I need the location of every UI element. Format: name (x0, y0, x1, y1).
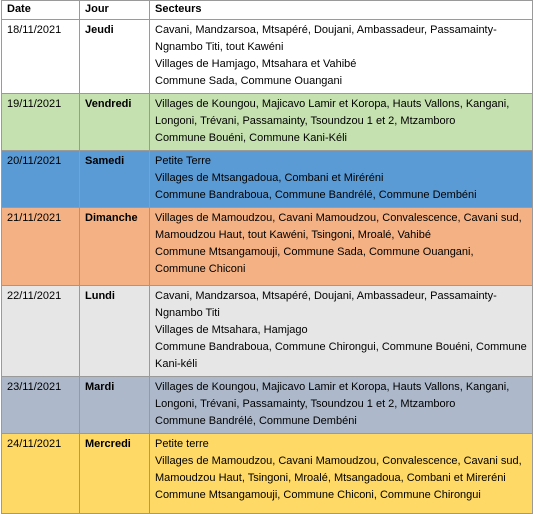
header-jour: Jour (80, 1, 150, 20)
secteur-line: Commune Bandraboua, Commune Bandrélé, Commune Dembéni (155, 189, 477, 201)
cell-secteurs (150, 208, 533, 286)
secteur-line: Commune Sada, Commune Ouangani (155, 75, 343, 87)
cell-secteurs (150, 434, 533, 514)
cell-secteurs (150, 94, 533, 151)
secteur-line: Petite terre (155, 438, 209, 450)
secteur-line: Cavani, Mandzarsoa, Mtsapéré, Doujani, Ambassadeur, Passamainty-Ngnambo Titi (155, 290, 497, 319)
header-date: Date (2, 1, 80, 20)
cell-date: 24/11/2021 (2, 434, 80, 514)
secteur-line: Cavani, Mandzarsoa, Mtsapéré, Doujani, Ambassadeur, Passamainty-Ngnambo Titi, tout Kawéni (155, 24, 497, 53)
table-row (2, 151, 533, 208)
header-row (2, 1, 533, 20)
table-row (2, 377, 533, 434)
table-row (2, 208, 533, 286)
secteur-line: Commune Bouéni, Commune Kani-Kéli (155, 132, 347, 144)
cell-date: 19/11/2021 (2, 94, 80, 151)
secteur-line: Commune Mtsangamouji, Commune Chiconi, Commune Chirongui (155, 489, 481, 501)
table-body (2, 20, 533, 514)
secteur-line: Petite Terre (155, 155, 212, 167)
secteur-line: Villages de Hamjago, Mtsahara et Vahibé (155, 58, 357, 70)
secteur-line: Villages de Koungou, Majicavo Lamir et Koropa, Hauts Vallons, Kangani, Longoni, Trévani, Passamainty, Tsoundzou 1 et 2, Mtzamboro (155, 381, 510, 410)
cell-secteurs (150, 377, 533, 434)
secteur-line: Villages de Mamoudzou, Cavani Mamoudzou, Convalescence, Cavani sud, Mamoudzou Haut, Tsingoni, Mroalé, Mtsangadoua, Combani et Mireréni (155, 455, 522, 484)
cell-jour: Mardi (80, 377, 150, 434)
cell-date: 23/11/2021 (2, 377, 80, 434)
cell-secteurs (150, 286, 533, 377)
cell-jour: Dimanche (80, 208, 150, 286)
cell-date: 21/11/2021 (2, 208, 80, 286)
secteur-line: Villages de Mamoudzou, Cavani Mamoudzou, Convalescence, Cavani sud, Mamoudzou Haut, tout Kawéni, Tsingoni, Mroalé, Vahibé (155, 212, 522, 241)
cell-secteurs (150, 20, 533, 94)
cell-date: 18/11/2021 (2, 20, 80, 94)
secteur-line: Commune Bandrélé, Commune Dembéni (155, 415, 357, 427)
table-row (2, 20, 533, 94)
cell-jour: Samedi (80, 151, 150, 208)
secteur-line: Villages de Mtsangadoua, Combani et Miréréni (155, 172, 384, 184)
cell-jour: Vendredi (80, 94, 150, 151)
table-row (2, 286, 533, 377)
secteur-line: Commune Mtsangamouji, Commune Sada, Commune Ouangani, Commune Chiconi (155, 246, 474, 275)
cell-date: 20/11/2021 (2, 151, 80, 208)
table-row (2, 94, 533, 151)
schedule-table (1, 0, 533, 514)
cell-date: 22/11/2021 (2, 286, 80, 377)
table-row (2, 434, 533, 514)
secteur-line: Villages de Mtsahara, Hamjago (155, 324, 308, 336)
secteur-line: Commune Bandraboua, Commune Chirongui, Commune Bouéni, Commune Kani-kéli (155, 341, 527, 370)
cell-jour: Jeudi (80, 20, 150, 94)
cell-secteurs (150, 151, 533, 208)
table-header (2, 1, 533, 20)
cell-jour: Lundi (80, 286, 150, 377)
header-secteurs: Secteurs (150, 1, 533, 20)
secteur-line: Villages de Koungou, Majicavo Lamir et Koropa, Hauts Vallons, Kangani, Longoni, Trévani, Passamainty, Tsoundzou 1 et 2, Mtzamboro (155, 98, 510, 127)
cell-jour: Mercredi (80, 434, 150, 514)
